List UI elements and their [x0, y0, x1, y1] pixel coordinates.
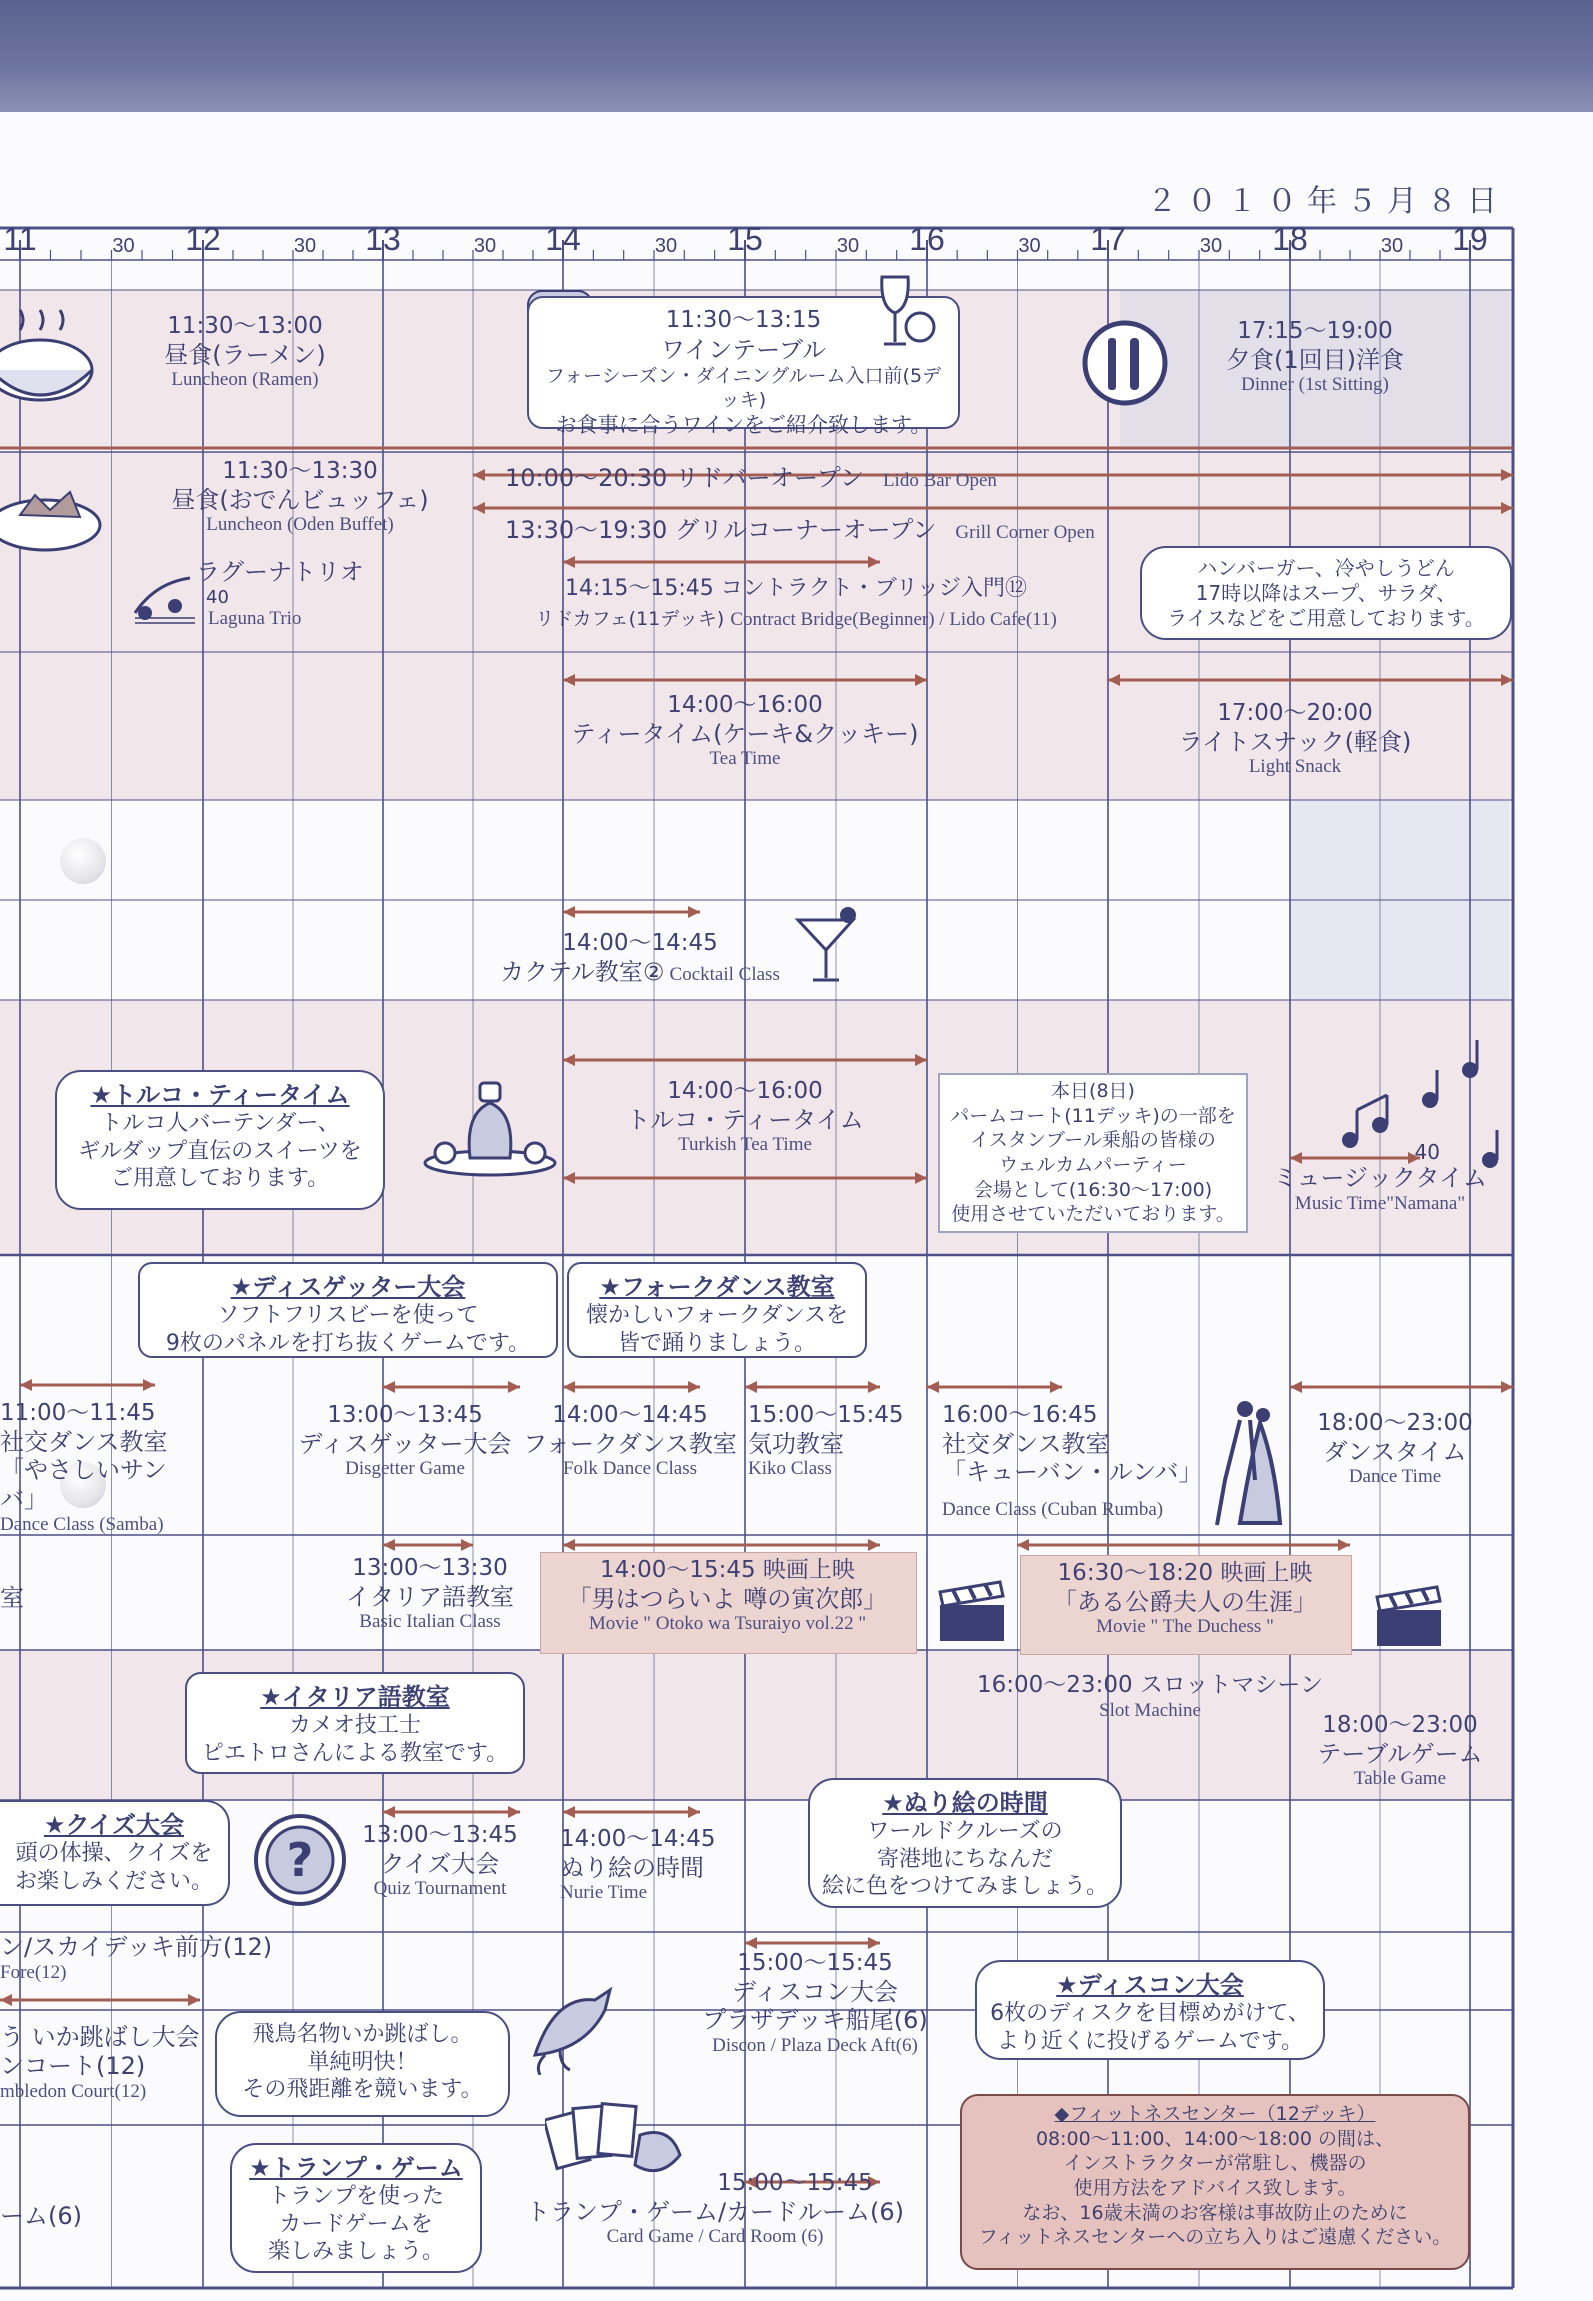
clapperboard-icon: [1372, 1585, 1447, 1654]
arrow-head: [143, 1379, 155, 1391]
rumba-arrow: [927, 1381, 1062, 1393]
burger-bubble: [1140, 546, 1512, 640]
punch-hole: [60, 838, 106, 884]
cocktail-time: 14:00〜14:45: [562, 930, 718, 956]
kiko-time: 15:00〜15:45: [748, 1402, 904, 1428]
it-bubble-title: ★イタリア語教室: [260, 1683, 450, 1711]
folk-bubble-l1: 懐かしいフォークダンスを: [585, 1303, 849, 1328]
arrow-head: [508, 1806, 520, 1818]
left-cut-text: [0, 1584, 30, 1613]
ika-jp: う いか跳ばし大会: [0, 2023, 200, 2051]
rumba-jp2: 「キューバン・ルンバ」: [942, 1458, 1203, 1487]
half-hour-label: 30: [836, 235, 860, 257]
rumba-en: Dance Class (Cuban Rumba): [942, 1499, 1164, 1521]
disget-arrow: [383, 1381, 520, 1393]
italian-class: [330, 1555, 530, 1634]
half-hour-label: 30: [473, 235, 497, 257]
turkish-tea: [590, 1078, 900, 1157]
quiz-bubble-title: ★クイズ大会: [43, 1811, 185, 1839]
oden-lunch: [150, 458, 450, 537]
arrow-head: [745, 1381, 757, 1393]
fore-en: Fore(12): [0, 1961, 67, 1983]
turk-bubble-l1: トルコ人バーテンダー、: [100, 1111, 340, 1136]
italian-bubble: [185, 1672, 525, 1774]
table-time: 18:00〜23:00: [1322, 1712, 1478, 1738]
folk-arrow: [563, 1381, 700, 1393]
hour-label: 17: [1090, 221, 1126, 257]
fork-knife-icon: [1080, 318, 1170, 412]
folk-dance-class: [515, 1402, 745, 1481]
oden-jp: 昼食(おでんビュッフェ): [171, 485, 429, 514]
nurie-bubble: [808, 1778, 1122, 1908]
bridge-class: [496, 576, 1096, 632]
ika-bubble-l2: 単純明快！: [307, 2049, 418, 2075]
folk-jp: フォークダンス教室: [523, 1429, 737, 1458]
svg-text:?: ?: [286, 1833, 314, 1887]
oden-dish-icon: [0, 470, 110, 564]
nurie-bubble-title: ★ぬり絵の時間: [882, 1789, 1048, 1817]
nurie-time: [560, 1826, 760, 1905]
arrow-head: [927, 1381, 939, 1393]
arrow-head: [1338, 1539, 1350, 1551]
ramen-lunch: [130, 313, 360, 392]
discon-bubble-l2: より近くに投げるゲームです。: [996, 2028, 1304, 2054]
bridge-time: 14:15〜15:45 コントラクト・ブリッジ入門⑫: [564, 576, 1028, 601]
arrow-head: [1050, 1381, 1062, 1393]
it-bubble-l2: ピエトロさんによる教室です。: [201, 1740, 509, 1766]
rumba-jp: 社交ダンス教室: [942, 1429, 1110, 1458]
italian-en: Basic Italian Class: [359, 1611, 501, 1633]
disgetter-bubble: [138, 1262, 558, 1358]
nurie-bubble-l1: ワールドクルーズの: [867, 1819, 1063, 1844]
fitness-l5: フィットネスセンターへの立ち入りはご遠慮ください。: [978, 2226, 1452, 2249]
note-l6: 使用させていただいております。: [951, 1203, 1235, 1226]
samba-time: 11:00〜11:45: [0, 1400, 156, 1426]
movie2: [1020, 1560, 1350, 1639]
cocktail-jp: カクテル教室②: [500, 957, 665, 986]
hour-label: 12: [185, 221, 221, 257]
tea-set-icon: [420, 1078, 560, 1182]
lido-en: Lido Bar Open: [882, 470, 997, 491]
arrow-head: [563, 906, 575, 918]
nurie-bubble-l2: 寄港地にちなんだ: [876, 1846, 1053, 1872]
nurie-en: Nurie Time: [560, 1882, 648, 1904]
lido-bar: [505, 464, 1125, 493]
rumba-class: [942, 1402, 1212, 1522]
nurie-time-time: 14:00〜14:45: [560, 1826, 716, 1852]
italian-time: 13:00〜13:30: [352, 1555, 508, 1581]
hour-label: 16: [909, 221, 945, 257]
italian-arrow: [383, 1539, 473, 1551]
tea-time-jp: ティータイム(ケーキ&クッキー): [571, 719, 919, 748]
tea-time: [560, 692, 930, 771]
quiz-bubble-l2: お楽しみください。: [14, 1868, 213, 1894]
discon-jp2: プラザデッキ船尾(6): [702, 2006, 928, 2035]
italian-jp: イタリア語教室: [346, 1582, 514, 1611]
kiko-en: Kiko Class: [748, 1458, 832, 1480]
turk-jp: トルコ・ティータイム: [626, 1105, 864, 1134]
samba-en: Dance Class (Samba): [0, 1513, 164, 1535]
question-mark-icon: [252, 1812, 348, 1912]
quiz-arrow: [383, 1806, 520, 1818]
dance-arrow: [1290, 1381, 1513, 1393]
arrow-head: [868, 1381, 880, 1393]
fitness-l2: インストラクターが常駐し、機器の: [1063, 2152, 1367, 2175]
arrow-head: [1501, 1381, 1513, 1393]
arrow-head: [0, 1994, 12, 2006]
note-l2: パームコート(11デッキ)の一部を: [950, 1104, 1236, 1127]
folk-bubble-l2: 皆で踊りましょう。: [617, 1330, 816, 1356]
light-snack: [1150, 700, 1440, 779]
samba-class: [0, 1400, 200, 1537]
grill-corner: [505, 516, 1185, 545]
folk-en: Folk Dance Class: [562, 1458, 698, 1480]
ika-en: mbledon Court(12): [0, 2080, 147, 2102]
wine-title: ワインテーブル: [660, 335, 827, 364]
slot-text: 16:00〜23:00 スロットマシーン: [977, 1672, 1323, 1698]
note-l1: 本日(8日): [1051, 1080, 1135, 1102]
burger-l2: 17時以降はスープ、サラダ、: [1195, 581, 1457, 605]
arrow-head: [745, 1937, 757, 1949]
dinner-jp: 夕食(1回目)洋食: [1226, 345, 1404, 374]
discon-bubble-title: ★ディスコン大会: [1056, 1971, 1244, 1999]
ika-bubble-l1: 飛鳥名物いか跳ばし。: [252, 2022, 473, 2047]
arrow-head: [508, 1381, 520, 1393]
turk-en: Turkish Tea Time: [678, 1134, 812, 1156]
quiz-en: Quiz Tournament: [373, 1878, 507, 1900]
card-left: ーム(6): [0, 2202, 82, 2230]
discon-en: Discon / Plaza Deck Aft(6): [712, 2035, 918, 2057]
ika-contest: [0, 2023, 210, 2103]
cocktail-glass-icon: [793, 900, 863, 994]
hour-label: 13: [365, 221, 401, 257]
dancing-couple-icon: [1215, 1395, 1285, 1534]
discon-contest: [680, 1950, 950, 2058]
dinner-en: Dinner (1st Sitting): [1241, 374, 1389, 396]
cocktail-class: [470, 930, 810, 986]
card-game: [505, 2170, 925, 2249]
ramen-jp: 昼食(ラーメン): [164, 340, 326, 369]
movie2-arrow: [1017, 1539, 1350, 1551]
turk-bubble-l3: ご用意しております。: [110, 1166, 330, 1191]
quiz-tournament: [350, 1822, 530, 1901]
wine-glass-icon: [872, 272, 942, 356]
hour-label: 15: [727, 221, 763, 257]
burger-l1: ハンバーガー、冷やしうどん: [1197, 556, 1455, 580]
oden-en: Luncheon (Oden Buffet): [206, 514, 394, 536]
half-hour-label: 30: [1380, 235, 1404, 257]
trump-bubble-title: ★トランプ・ゲーム: [249, 2154, 463, 2182]
snack-en: Light Snack: [1248, 756, 1342, 778]
hour-labels: [3, 221, 1487, 257]
arrow-head: [868, 1937, 880, 1949]
disgetter-game: [285, 1402, 525, 1481]
arrow-head: [383, 1539, 395, 1551]
slot-en: Slot Machine: [1099, 1699, 1201, 1721]
dance-time: [1290, 1410, 1500, 1489]
dance-time-jp: ダンスタイム: [1323, 1437, 1467, 1466]
disc-bubble-l2: 9枚のパネルを打ち抜くゲームです。: [165, 1330, 531, 1356]
arrow-head: [563, 1806, 575, 1818]
wine-location: フォーシーズン・ダイニングルーム入口前(5デッキ): [545, 364, 942, 411]
grill-text: 13:30〜19:30 グリルコーナーオープン: [505, 516, 937, 544]
dinner-time: 17:15〜19:00: [1237, 318, 1393, 344]
movie1-arrow: [563, 1539, 880, 1551]
kiko-class: [748, 1402, 923, 1481]
lido-text: 10:00〜20:30 リドバーオープン: [505, 464, 864, 492]
laguna-en: Laguna Trio: [208, 608, 302, 630]
fore-jp: ン/スカイデッキ前方(12): [0, 1933, 273, 1961]
quiz-bubble: [0, 1800, 230, 1906]
card-time: 15:00〜15:45: [717, 2170, 873, 2196]
nurie-arrow: [563, 1806, 700, 1818]
folk-dance-bubble: [567, 1262, 867, 1358]
trump-bubble-l1: トランプを使った: [267, 2184, 444, 2209]
arrow-head: [20, 1379, 32, 1391]
fitness-title: ◆フィットネスセンター（12デッキ）: [1054, 2103, 1376, 2125]
turk-bubble-l2: ギルダップ直伝のスイーツを: [78, 1138, 362, 1164]
half-hour-label: 30: [654, 235, 678, 257]
table-jp: テーブルゲーム: [1317, 1739, 1483, 1768]
grill-en: Grill Corner Open: [955, 522, 1095, 543]
fitness-center-box: [960, 2094, 1470, 2270]
snack-time: 17:00〜20:00: [1217, 700, 1373, 726]
note-l5: 会場として(16:30〜17:00): [973, 1178, 1213, 1201]
samba-jp: 社交ダンス教室: [0, 1427, 168, 1456]
arrow-head: [1017, 1539, 1029, 1551]
bridge-loc: リドカフェ(11デッキ): [535, 608, 725, 631]
arrow-head: [688, 1806, 700, 1818]
cocktail-arrow: [563, 906, 700, 918]
half-hour-label: 30: [1018, 235, 1041, 257]
disget-jp: ディスゲッター大会: [298, 1429, 512, 1458]
folk-time: 14:00〜14:45: [552, 1402, 708, 1428]
table-game: [1290, 1712, 1510, 1791]
rumba-time: 16:00〜16:45: [942, 1402, 1098, 1428]
nurie-jp: ぬり絵の時間: [560, 1853, 704, 1882]
burger-l3: ライスなどをご用意しております。: [1167, 606, 1485, 630]
movie2-jp: 「ある公爵夫人の生涯」: [1053, 1587, 1317, 1616]
turkish-tea-bubble: [55, 1070, 385, 1210]
arrow-head: [688, 906, 700, 918]
movie1-jp: 「男はつらいよ 噂の寅次郎」: [567, 1584, 888, 1613]
arrow-head: [383, 1806, 395, 1818]
disget-en: Disgetter Game: [345, 1458, 465, 1480]
arrow-head: [688, 1381, 700, 1393]
bridge-en: Contract Bridge(Beginner) / Lido Cafe(11): [730, 609, 1057, 631]
fitness-l3: 使用方法をアドバイス致します。: [1073, 2177, 1357, 2200]
discon-arrow: [745, 1937, 880, 1949]
card-en: Card Game / Card Room (6): [606, 2226, 824, 2248]
trump-bubble-l3: 楽しみましょう。: [267, 2239, 444, 2264]
note-l3: イスタンブール乗船の皆様の: [970, 1129, 1216, 1152]
movie2-time: 16:30〜18:20 映画上映: [1057, 1560, 1313, 1586]
ramen-en: Luncheon (Ramen): [171, 369, 319, 391]
arrow-head: [461, 1539, 473, 1551]
tea-time-en: Tea Time: [709, 748, 781, 770]
left-cut: 室: [0, 1584, 24, 1612]
folk-bubble-title: ★フォークダンス教室: [599, 1273, 835, 1301]
hour-label: 11: [3, 221, 37, 257]
wine-time: 11:30〜13:15: [665, 307, 822, 333]
ika-bubble-l3: その飛距離を競います。: [242, 2077, 483, 2102]
arrow-head: [563, 1381, 575, 1393]
dance-time-time: 18:00〜23:00: [1317, 1410, 1473, 1436]
fitness-l1: 08:00〜11:00、14:00〜18:00 の間は、: [1035, 2127, 1395, 2150]
ika-bubble: [215, 2011, 510, 2117]
it-bubble-l1: カメオ技工士: [288, 1713, 421, 1738]
laguna-mins: 40: [206, 586, 229, 608]
turk-time: 14:00〜16:00: [667, 1078, 823, 1104]
kiko-arrow: [745, 1381, 880, 1393]
ramen-bowl-icon: [0, 300, 100, 414]
discon-jp: ディスコン大会: [731, 1977, 899, 2006]
movie1-time: 14:00〜15:45 映画上映: [600, 1557, 855, 1583]
disget-time: 13:00〜13:45: [327, 1402, 483, 1428]
ramen-time: 11:30〜13:00: [167, 313, 323, 339]
laguna-jp: ラグーナトリオ: [196, 558, 364, 586]
hour-label: 19: [1452, 221, 1488, 257]
note-l4: ウェルカムパーティー: [999, 1154, 1187, 1177]
arrow-head: [563, 1539, 575, 1551]
nurie-bubble-l3: 絵に色をつけてみましょう。: [821, 1874, 1108, 1899]
squid-icon: [525, 1985, 625, 2079]
table-en: Table Game: [1353, 1768, 1447, 1790]
music-notes-icon: [130, 568, 200, 632]
half-hour-label: 30: [112, 235, 135, 257]
trump-bubble: [230, 2143, 482, 2273]
kiko-jp: 気功教室: [748, 1429, 844, 1458]
discon-bubble-l1: 6枚のディスクを目標めがけて、: [990, 2001, 1310, 2026]
tea-time-time: 14:00〜16:00: [667, 692, 823, 718]
samba-arrow: [20, 1379, 155, 1391]
discon-time: 15:00〜15:45: [737, 1950, 893, 1976]
movie2-en: Movie " The Duchess ": [1096, 1616, 1274, 1638]
fitness-l4: なお、16歳未満のお客様は事故防止のために: [1022, 2201, 1408, 2224]
card-jp: トランプ・ゲーム/カードルーム(6): [525, 2197, 905, 2226]
disc-bubble-title: ★ディスゲッター大会: [230, 1273, 466, 1301]
fore-deck: [0, 1933, 290, 1985]
arrow-head: [383, 1381, 395, 1393]
turk-bubble-title: ★トルコ・ティータイム: [90, 1081, 350, 1109]
welcome-party-note: [938, 1073, 1248, 1233]
movie1: [540, 1557, 915, 1636]
hour-label: 18: [1272, 221, 1308, 257]
card-room-left: [0, 2202, 90, 2231]
snack-jp: ライトスナック(軽食): [1178, 727, 1412, 756]
dinner: [1180, 318, 1450, 397]
trump-bubble-l2: カードゲームを: [279, 2211, 433, 2237]
ika-jp2: ンコート(12): [0, 2051, 146, 2080]
disc-bubble-l1: ソフトフリスビーを使って: [217, 1303, 479, 1328]
arrow-head: [188, 1994, 200, 2006]
clapperboard-icon: [935, 1580, 1010, 1649]
dance-time-en: Dance Time: [1348, 1466, 1442, 1488]
samba-jp2: 「やさしいサンバ」: [0, 1456, 167, 1514]
half-hour-label: 30: [293, 235, 317, 257]
cocktail-en: Cocktail Class: [669, 963, 780, 985]
quiz-time: 13:00〜13:45: [362, 1822, 518, 1848]
quiz-jp: クイズ大会: [380, 1849, 500, 1878]
movie1-en: Movie " Otoko wa Tsuraiyo vol.22 ": [588, 1613, 867, 1635]
oden-time: 11:30〜13:30: [222, 458, 378, 484]
quiz-bubble-l1: 頭の体操、クイズを: [15, 1841, 213, 1866]
music-jp: ミュージックタイム: [1272, 1164, 1488, 1192]
music-time: [1265, 1140, 1495, 1216]
music-mins: 40: [1414, 1140, 1440, 1164]
discon-bubble: [975, 1960, 1325, 2060]
half-hour-label: 30: [1199, 235, 1223, 257]
schedule-date: ２０１０年５月８日: [1147, 184, 1507, 219]
arrow-head: [1290, 1381, 1302, 1393]
music-en: Music Time"Namana": [1294, 1192, 1466, 1214]
hour-label: 14: [545, 221, 581, 257]
ika-arrow: [0, 1994, 200, 2006]
arrow-head: [868, 1539, 880, 1551]
laguna-trio: [196, 558, 366, 631]
wine-desc: お食事に合うワインをご紹介致します。: [555, 413, 932, 438]
